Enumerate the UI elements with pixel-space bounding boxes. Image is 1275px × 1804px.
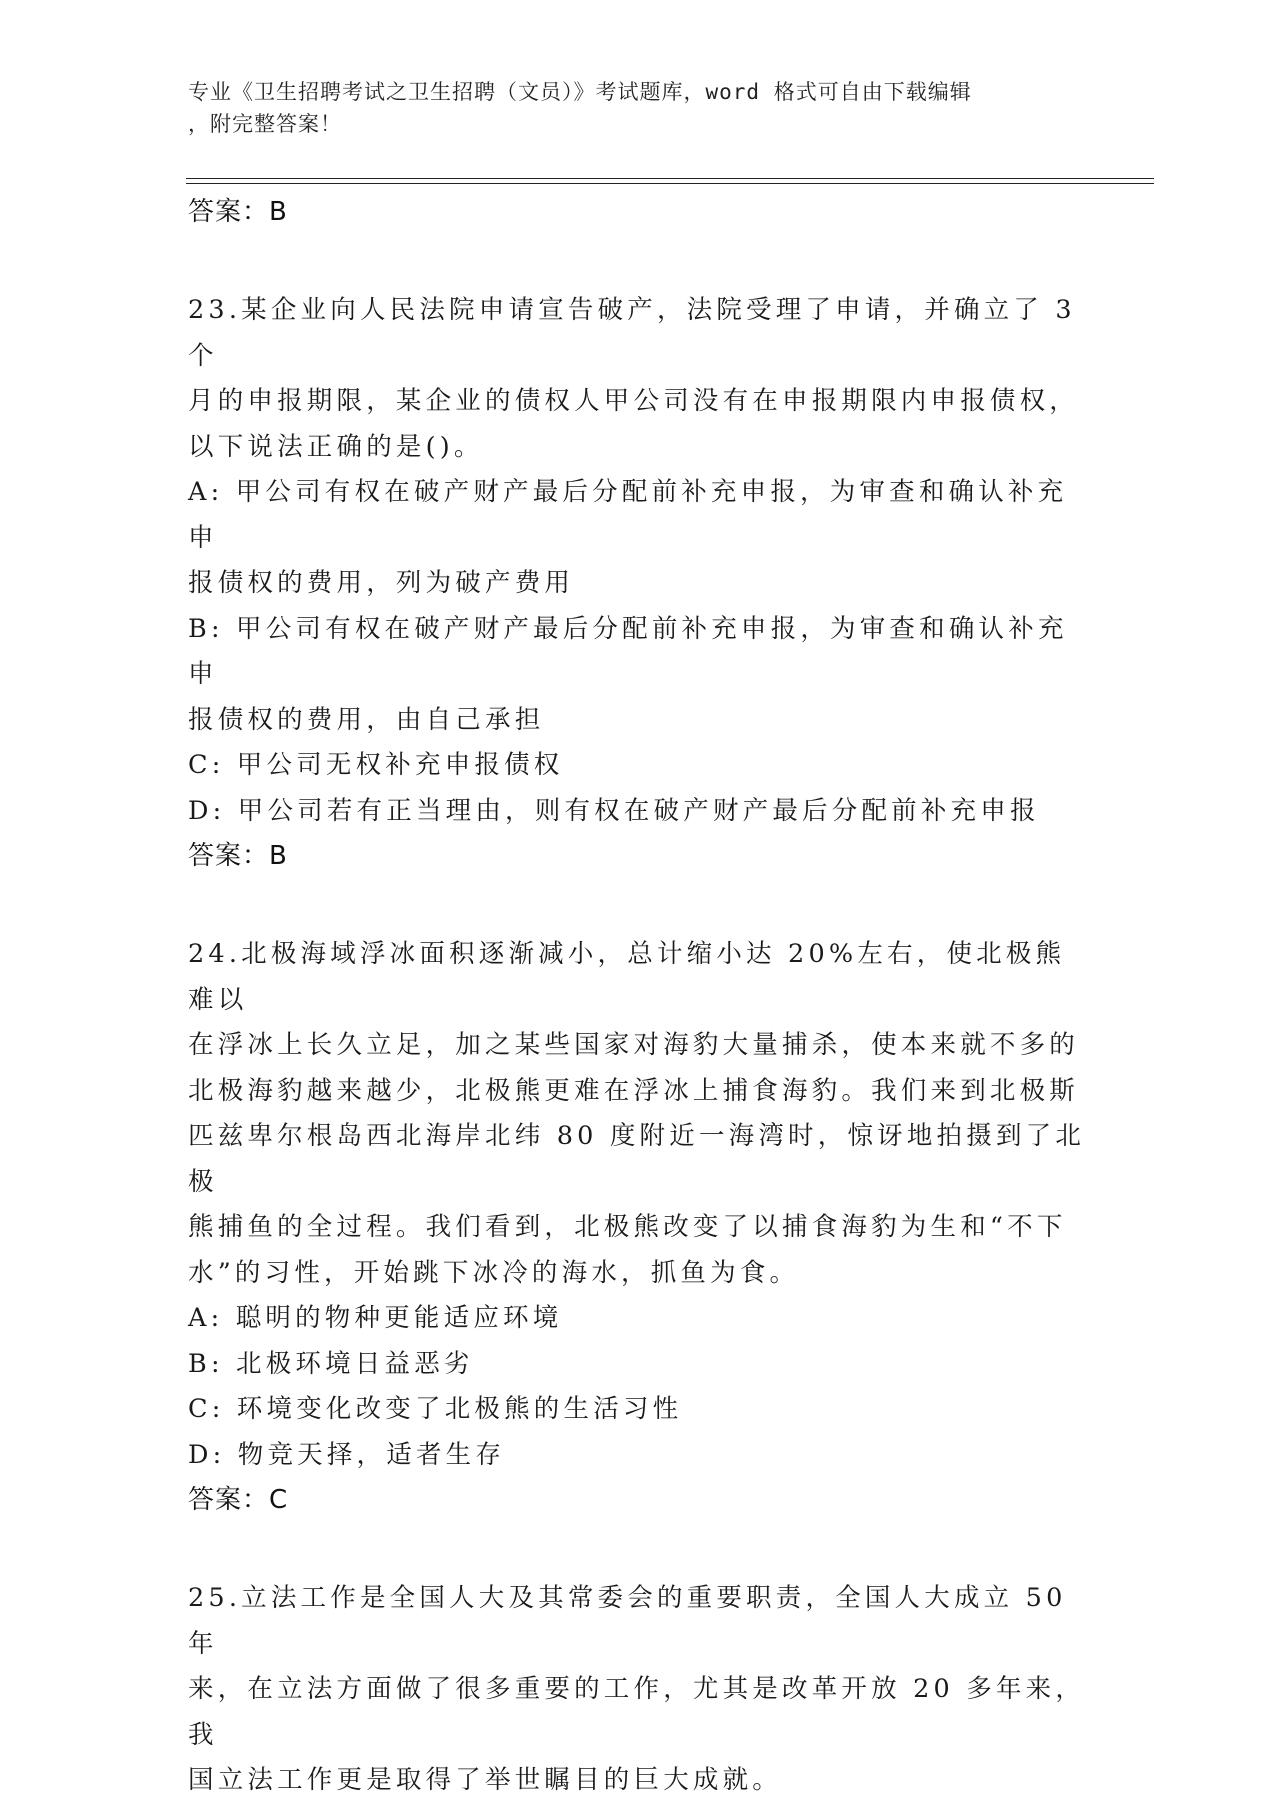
question-text [188,288,1088,470]
question-line: 25.立法工作是全国人大及其常委会的重要职责，全国人大成立 50 年 [188,1583,1067,1659]
option-d [188,1433,1088,1479]
option-c [188,743,1088,789]
option-line: 报债权的费用，列为破产费用 [188,568,575,598]
answer-label: 答案：C [188,1485,289,1515]
question-23 [188,288,1088,878]
option-line: C: 甲公司无权补充申报债权 [188,750,564,780]
answer-label: 答案：B [188,197,288,227]
header-divider-bottom [186,183,1154,184]
header-line-2: ，附完整答案！ [188,112,342,136]
option-line: C: 环境变化改变了北极熊的生活习性 [188,1394,683,1424]
question-line: 24.北极海域浮冰面积逐渐减小，总计缩小达 20%左右，使北极熊难以 [188,939,1066,1015]
question-line: 23.某企业向人民法院申请宣告破产，法院受理了申请，并确立了 3 个 [188,295,1076,371]
question-line: 熊捕鱼的全过程。我们看到，北极熊改变了以捕食海豹为生和“不下 [188,1212,1067,1242]
option-line: 报债权的费用，由自己承担 [188,704,545,735]
question-text [188,1576,1088,1804]
question-line: 来，在立法方面做了很多重要的工作，尤其是改革开放 20 多年来，我 [188,1674,1086,1750]
option-line: A: 聪明的物种更能适应环境 [188,1303,563,1333]
question-line: 在浮冰上长久立足，加之某些国家对海豹大量捕杀，使本来就不多的 [188,1030,1080,1060]
question-line: 以下说法正确的是()。 [188,431,484,462]
option-line: A: 甲公司有权在破产财产最后分配前补充申报，为审查和确认补充申 [188,477,1068,553]
document-header [188,76,1068,140]
document-content [188,190,1088,1804]
question-line: 北极海豹越来越少，北极熊更难在浮冰上捕食海豹。我们来到北极斯 [188,1075,1080,1106]
question-24 [188,932,1088,1522]
option-line: D: 物竞天择，适者生存 [188,1439,506,1470]
option-b [188,607,1088,744]
question-line: 匹兹卑尔根岛西北海岸北纬 80 度附近一海湾时，惊讶地拍摄到了北极 [188,1121,1086,1197]
question-text [188,932,1088,1296]
question-line: 月的申报期限，某企业的债权人甲公司没有在申报期限内申报债权， [188,386,1080,416]
answer-label: 答案：B [188,841,288,871]
question-25 [188,1576,1088,1804]
option-line: D: 甲公司若有正当理由，则有权在破产财产最后分配前补充申报 [188,795,1040,826]
option-b [188,1342,1088,1388]
option-line: B: 北极环境日益恶劣 [188,1348,474,1379]
option-c [188,1387,1088,1433]
header-line-1: 专业《卫生招聘考试之卫生招聘（文员）》考试题库，word 格式可自由下载编辑 [188,80,972,104]
option-a [188,1296,1088,1342]
option-line: B: 甲公司有权在破产财产最后分配前补充申报，为审查和确认补充申 [188,613,1068,689]
option-d [188,789,1088,835]
question-line: 水”的习性，开始跳下冰冷的海水，抓鱼为食。 [188,1257,800,1288]
option-a [188,470,1088,607]
header-divider-top [186,178,1154,179]
question-line: 国立法工作更是取得了举世瞩目的巨大成就。 [188,1765,783,1795]
